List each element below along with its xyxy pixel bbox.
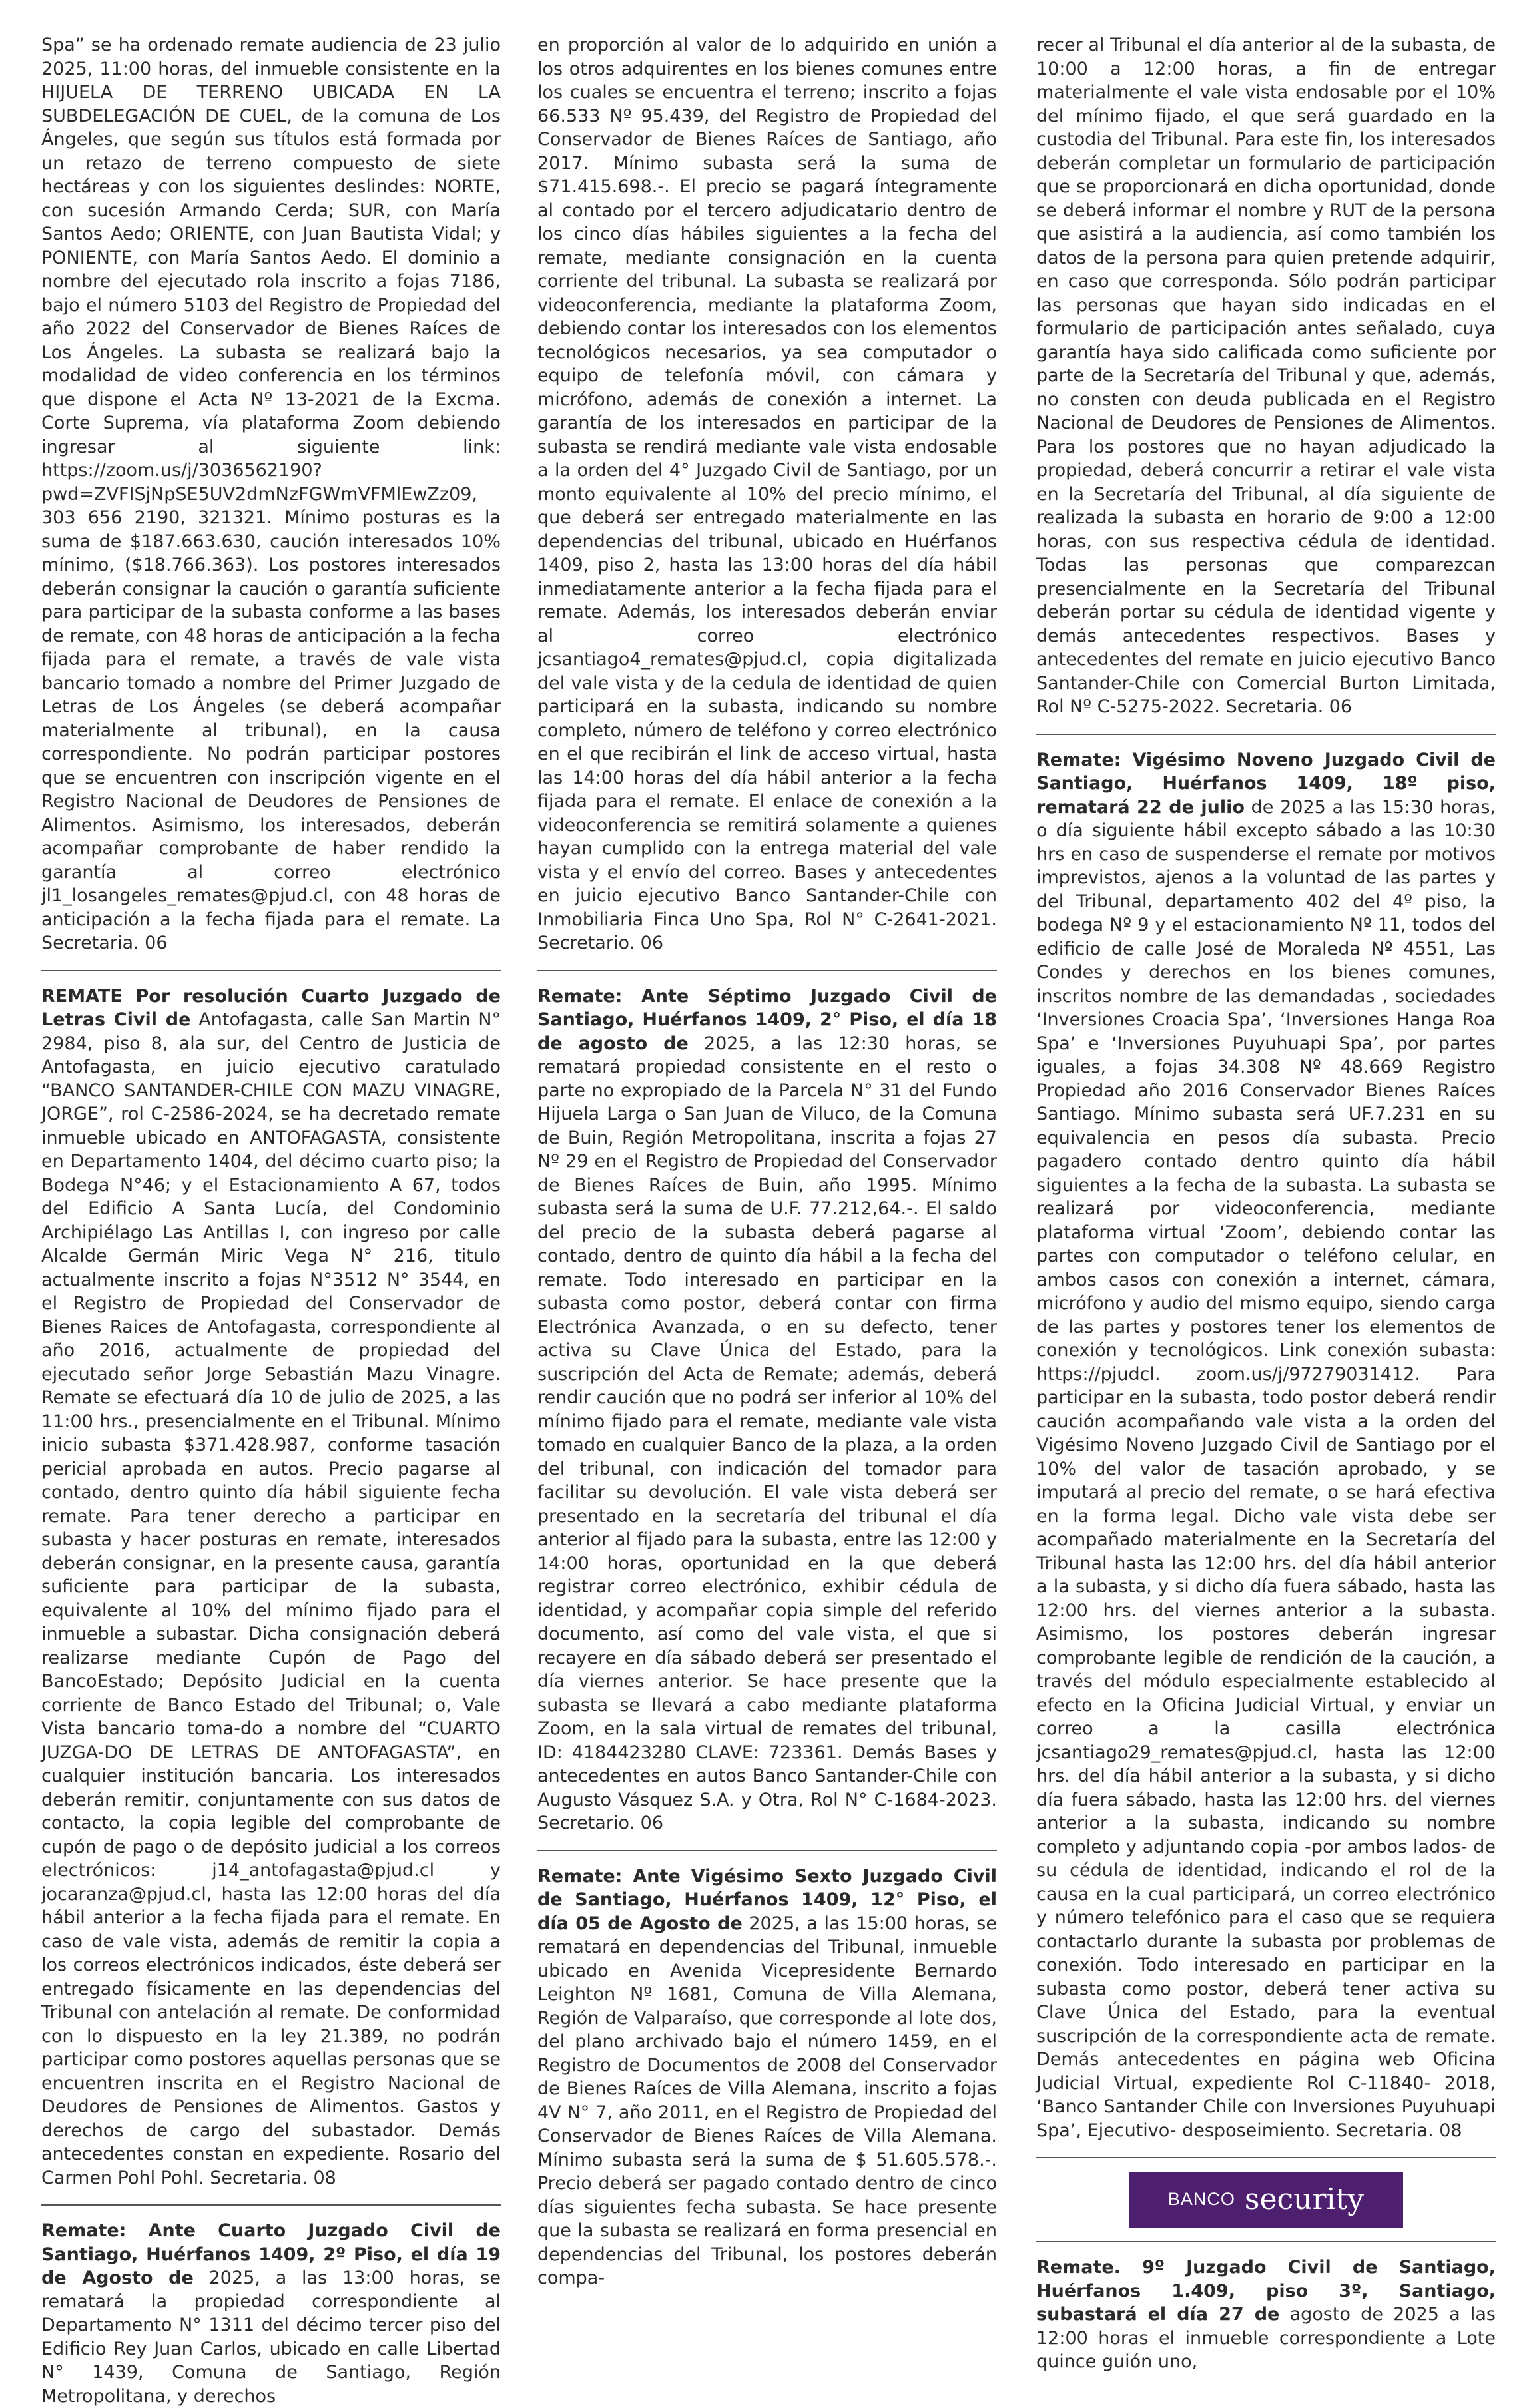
notice-body: 2025, a las 15:00 horas, se rematará en dependencias del Tribunal, inmueble ubicado en Avenida Vicepresidente Bernardo Leighton Nº 1681, Comuna de Villa Alemana, Región de Valparaíso, que corresponde al lote dos, del plano archivado bajo el número 1459, en el Registro de Documentos de 2008 del Conservador de Bienes Raíces de Villa Alemana, inscrito a fojas 4V N° 7, año 2011, en el Registro de Propiedad del Conservador de Bienes Raíces de Villa Alemana. Mínimo subasta será la suma de $ 51.605.578.-. Precio deberá ser pagado contado dentro de cinco días siguientes fecha subasta. Se hace presente que la subasta se realizará en forma presencial en dependencias del Tribunal, los postores deberán compa- bbox=[537, 1913, 997, 2288]
notice-remate-vigesimo-noveno bbox=[1036, 748, 1496, 2143]
newspaper-page bbox=[41, 33, 1496, 2407]
advertiser-logo-wrap bbox=[1036, 2172, 1496, 2228]
divider bbox=[41, 970, 501, 971]
column-1 bbox=[41, 33, 501, 2407]
notice-heading: Remate: Ante Séptimo Juzgado Civil de Santiago, Huérfanos 1409, 2° Piso, el día 18 de agosto de bbox=[537, 985, 997, 1054]
notice-remate-noveno-juzgado bbox=[1036, 2256, 1496, 2374]
divider bbox=[537, 970, 997, 971]
column-3 bbox=[1036, 33, 1496, 2372]
notice-remate-cuarto-juzgado bbox=[41, 2219, 501, 2408]
notice-remate-vigesimo-sexto bbox=[537, 1865, 997, 2290]
divider bbox=[537, 1850, 997, 1851]
notice-body: en proporción al valor de lo adquirido en unión a los otros adquirentes en los bienes comunes entre los cuales se encuentra el terreno; inscrito a fojas 66.533 Nº 95.439, del Registro de Propiedad del Conservador de Bienes Raíces de Santiago, año 2017. Mínimo subasta será la suma de $71.415.698.-. El precio se pagará íntegramente al contado por el tercero adjudicatario dentro de los cinco días hábiles siguientes a la fecha del remate, mediante consignación en la cuenta corriente del tribunal. La subasta se realizará por videoconferencia, mediante la plataforma Zoom, debiendo contar los interesados con los elementos tecnológicos necesarios, ya sea computador o equipo de telefonía móvil, con cámara y micrófono, además de conexión a internet. La garantía de los interesados en participar de la subasta se rendirá mediante vale vista endosable a la orden del 4° Juzgado Civil de Santiago, por un monto equivalente al 10% del precio mínimo, el que deberá ser entregado materialmente en las dependencias del tribunal, ubicado en Huérfanos 1409, piso 2, hasta las 13:00 horas del día hábil inmediatamente anterior a la fecha fijada para el remate. Además, los interesados deberán enviar al correo electrónico jcsantiago4_remates@pjud.cl, copia digitalizada del vale vista y de la cedula de identidad de quien participará en la subasta, indicando su nombre completo, número de teléfono y correo electrónico en el que recibirán el link de acceso virtual, hasta las 14:00 horas del día hábil anterior a la fecha fijada para el remate. El enlace de conexión a la videoconferencia se remitirá solamente a quienes hayan cumplido con la entrega material del vale vista y el envío del correo. Bases y antecedentes en juicio ejecutivo Banco Santander-Chile con Inmobiliaria Finca Uno Spa, Rol N° C-2641-2021. Secretario. 06 bbox=[537, 35, 997, 953]
divider bbox=[41, 2204, 501, 2206]
notice-body: 2025, a las 13:00 horas, se rematará la propiedad correspondiente al Departamento N° 1311 del décimo tercer piso del Edificio Rey Juan Carlos, ubicado en calle Libertad N° 1439, Comuna de Santiago, Región Metropolitana, y derechos bbox=[41, 2268, 501, 2407]
column-2 bbox=[537, 33, 997, 2288]
notice-remate-antofagasta bbox=[41, 985, 501, 2190]
notice-continued bbox=[1036, 33, 1496, 719]
notice-heading: Remate: Ante Cuarto Juzgado Civil de Santiago, Huérfanos 1409, 2º Piso, el día 19 de Agosto de bbox=[41, 2220, 501, 2288]
notice-heading: REMATE Por resolución Cuarto Juzgado de Letras Civil de bbox=[41, 985, 501, 1030]
notice-continued bbox=[41, 33, 501, 955]
divider bbox=[1036, 2241, 1496, 2242]
notice-heading: Remate: Ante Vigésimo Sexto Juzgado Civil de Santiago, Huérfanos 1409, 12° Piso, el día 05 de Agosto de bbox=[537, 1865, 997, 1934]
logo-brand-word: security bbox=[1244, 2182, 1365, 2217]
notice-remate-septimo-juzgado bbox=[537, 985, 997, 1835]
divider bbox=[1036, 734, 1496, 735]
banco-security-logo bbox=[1129, 2172, 1403, 2228]
notice-heading: Remate. 9º Juzgado Civil de Santiago, Huérfanos 1.409, piso 3º, Santiago, subastará el día 27 de bbox=[1036, 2257, 1496, 2325]
notice-body: Antofagasta, calle San Martin N° 2984, piso 8, ala sur, del Centro de Justicia de Antofagasta, en juicio ejecutivo caratulado “BANCO SANTANDER-CHILE CON MAZU VINAGRE, JORGE”, rol C-2586-2024, se ha decretado remate inmueble ubicado en ANTOFAGASTA, consistente en Departamento 1404, del décimo cuarto piso; la Bodega N°46; y el Estacionamiento A 67, todos del Edificio A Santa Lucía, del Condominio Archipiélago Las Antillas I, con ingreso por calle Alcalde Germán Miric Vega N° 216, titulo actualmente inscrito a fojas N°3512 N° 3544, en el Registro de Propiedad del Conservador de Bienes Raices de Antofagasta, correspondiente al año 2016, actualmente de propiedad del ejecutado señor Jorge Sebastián Mazu Vinagre. Remate se efectuará día 10 de julio de 2025, a las 11:00 hrs., presencialmente en el Tribunal. Mínimo inicio subasta $371.428.987, conforme tasación pericial aprobada en autos. Precio pagarse al contado, dentro quinto día hábil siguiente fecha remate. Para tener derecho a participar en subasta y hacer posturas en remate, interesados deberán consignar, en la presente causa, garantía suficiente para participar de la subasta, equivalente al 10% del mínimo fijado para el inmueble a subastar. Dicha consignación deberá realizarse mediante Cupón de Pago del BancoEstado; Depósito Judicial en la cuenta corriente de Banco Estado del Tribunal; o, Vale Vista bancario toma-do a nombre del “CUARTO JUZGA-DO DE LETRAS DE ANTOFAGASTA”, en cualquier institución bancaria. Los interesados deberán remitir, conjuntamente con sus datos de contacto, la copia legible del comprobante de cupón de pago o de depósito judicial a los correos electrónicos: j14_antofagasta@pjud.cl y jocaranza@pjud.cl, hasta las 12:00 horas del día hábil anterior a la fecha fijada para el remate. En caso de vale vista, además de remitir la copia a los correos electrónicos indicados, éste deberá ser entregado físicamente en las dependencias del Tribunal con antelación al remate. De conformidad con lo dispuesto en la ley 21.389, no podrán participar como postores aquellas personas que se encuentren inscrita en el Registro Nacional de Deudores de Pensiones de Alimentos. Gastos y derechos de cargo del subastador. Demás antecedentes constan en expediente. Rosario del Carmen Pohl Pohl. Secretaria. 08 bbox=[41, 1009, 501, 2188]
notice-continued bbox=[537, 33, 997, 955]
logo-bank-word: BANCO bbox=[1167, 2189, 1235, 2210]
notice-body: 2025, a las 12:30 horas, se rematará propiedad consistente en el resto o parte no expropiado de la Parcela N° 31 del Fundo Hijuela Larga o San Juan de Viluco, de la Comuna de Buin, Región Metropolitana, inscrita a fojas 27 Nº 29 en el Registro de Propiedad del Conservador de Bienes Raíces de Buin, año 1995. Mínimo subasta será la suma de U.F. 77.212,64.-. El saldo del precio de la subasta deberá pagarse al contado, dentro de quinto día hábil a la fecha del remate. Todo interesado en participar en la subasta como postor, deberá contar con firma Electrónica Avanzada, o en su defecto, tener activa su Clave Única del Estado, para la suscripción del Acta de Remate; además, deberá rendir caución que no podrá ser inferior al 10% del mínimo fijado para el remate, mediante vale vista tomado en cualquier Banco de la plaza, a la orden del tribunal, con indicación del tomador para facilitar su devolución. El vale vista deberá ser presentado en la secretaría del tribunal el día anterior al fijado para la subasta, entre las 12:00 y 14:00 horas, oportunidad en la que deberá registrar correo electrónico, exhibir cédula de identidad, y acompañar copia simple del referido documento, así como del vale vista, el que si recayere en día sábado deberá ser presentado el día viernes anterior. Se hace presente que la subasta se llevará a cabo mediante plataforma Zoom, en la sala virtual de remates del tribunal, ID: 4184423280 CLAVE: 723361. Demás Bases y antecedentes en autos Banco Santander-Chile con Augusto Vásquez S.A. y Otra, Rol N° C-1684-2023. Secretario. 06 bbox=[537, 1033, 997, 1833]
notice-body: agosto de 2025 a las 12:00 horas el inmueble correspondiente a Lote quince guión uno, bbox=[1036, 2304, 1496, 2372]
notice-body: de 2025 a las 15:30 horas, o día siguiente hábil excepto sábado a las 10:30 hrs en caso de suspenderse el remate por motivos imprevistos, ajenos a la voluntad de las partes y del Tribunal, departamento 402 del 4º piso, la bodega Nº 9 y el estacionamiento Nº 11, todos del edificio de calle José de Moraleda Nº 4551, Las Condes y derechos en los bienes comunes, inscritos nombre de las demandadas , sociedades ‘Inversiones Croacia Spa’, ‘Inversiones Hanga Roa Spa’ e ‘Inversiones Puyuhuapi Spa’, por partes iguales, a fojas 34.308 Nº 48.669 Registro Propiedad año 2016 Conservador Bienes Raíces Santiago. Mínimo subasta será UF.7.231 en su equivalencia en pesos día subasta. Precio pagadero contado dentro quinto día hábil siguientes a la fecha de la subasta. La subasta se realizará por videoconferencia, mediante plataforma virtual ‘Zoom’, debiendo contar las partes con computador o teléfono celular, en ambos casos con conexión a internet, cámara, micrófono y audio del mismo equipo, siendo carga de las partes y postores tener los elementos de conexión y tecnológicos. Link conexión subasta: https://pjudcl. zoom.us/j/97279031412. Para participar en la subasta, todo postor deberá rendir caución acompañando vale vista a la orden del Vigésimo Noveno Juzgado Civil de Santiago por el 10% del valor de tasación aprobado, y se imputará al precio del remate, o se hará efectiva en la forma legal. Dicho vale vista debe ser acompañado materialmente en la Secretaría del Tribunal hasta las 12:00 hrs. del día hábil anterior a la subasta, y si dicho día fuera sábado, hasta las 12:00 hrs. del viernes anterior a la subasta. Asimismo, los postores deberán ingresar comprobante legible de rendición de la caución, a través del módulo especialmente establecido al efecto en la Oficina Judicial Virtual, y enviar un correo a la casilla electrónica jcsantiago29_remates@pjud.cl, hasta las 12:00 hrs. del día hábil anterior a la subasta, y si dicho día fuera sábado, hasta las 12:00 hrs. del viernes anterior a la subasta, indicando su nombre completo y adjuntando copia -por ambos lados- de su cédula de identidad, indicando el rol de la causa en la cual participará, un correo electrónico y número telefónico para el caso que se requiera contactarlo durante la subasta por problemas de conexión. Todo interesado en participar en la subasta como postor, deberá tener activa su Clave Única del Estado, para la eventual suscripción de la correspondiente acta de remate. Demás antecedentes en página web Oficina Judicial Virtual, expediente Rol C-11840- 2018, ‘Banco Santander Chile con Inversiones Puyuhuapi Spa’, Ejecutivo- desposeimiento. Secretaria. 08 bbox=[1036, 796, 1496, 2141]
notice-body: recer al Tribunal el día anterior al de la subasta, de 10:00 a 12:00 horas, a fin de entregar materialmente el vale vista endosable por el 10% del mínimo fijado, el que será guardado en la custodia del Tribunal. Para este fin, los interesados deberán completar un formulario de participación que se proporcionará en dicha oportunidad, donde se deberá informar el nombre y RUT de la persona que asistirá a la audiencia, así como también los datos de la persona para quien pretende adquirir, en caso que corresponda. Sólo podrán participar las personas que hayan sido indicadas en el formulario de participación antes señalado, cuya garantía haya sido calificada como suficiente por parte de la Secretaría del Tribunal y que, además, no consten con deuda publicada en el Registro Nacional de Deudores de Pensiones de Alimentos. Para los postores que no hayan adjudicado la propiedad, deberá concurrir a retirar el vale vista en la Secretaría del Tribunal, al día siguiente de realizada la subasta en horario de 9:00 a 12:00 horas, con sus respectiva cédula de identidad. Todas las personas que comparezcan presencialmente en la Secretaría del Tribunal deberán portar su cédula de identidad vigente y demás antecedentes respectivos. Bases y antecedentes del remate en juicio ejecutivo Banco Santander-Chile con Comercial Burton Limitada, Rol Nº C-5275-2022. Secretaria. 06 bbox=[1036, 35, 1496, 717]
notice-heading: Remate: Vigésimo Noveno Juzgado Civil de Santiago, Huérfanos 1409, 18º piso, rematará 22 de julio bbox=[1036, 749, 1496, 818]
notice-body: Spa” se ha ordenado remate audiencia de 23 julio 2025, 11:00 horas, del inmueble consistente en la HIJUELA DE TERRENO UBICADA EN LA SUBDELEGACIÓN DE CUEL, de la comuna de Los Ángeles, que según sus títulos está formada por un retazo de terreno compuesto de siete hectáreas y con los siguientes deslindes: NORTE, con sucesión Armando Cerda; SUR, con María Santos Aedo; ORIENTE, con Juan Bautista Vidal; y PONIENTE, con María Santos Aedo. El dominio a nombre del ejecutado rola inscrito a fojas 7186, bajo el número 5103 del Registro de Propiedad del año 2022 del Conservador de Bienes Raíces de Los Ángeles. La subasta se realizará bajo la modalidad de video conferencia en los términos que dispone el Acta Nº 13-2021 de la Excma. Corte Suprema, vía plataforma Zoom debiendo ingresar al siguiente link: https://zoom.us/j/3036562190?pwd=ZVFISjNpSE5UV2dmNzFGWmVFMlEwZz09, 303 656 2190, 321321. Mínimo posturas es la suma de $187.663.630, caución interesados 10% mínimo, ($18.766.363). Los postores interesados deberán consignar la caución o garantía suficiente para participar de la subasta conforme a las bases de remate, con 48 horas de anticipación a la fecha fijada para el remate, a través de vale vista bancario tomado a nombre del Primer Juzgado de Letras de Los Ángeles (se deberá acompañar materialmente al tribunal), en la causa correspondiente. No podrán participar postores que se encuentren con inscripción vigente en el Registro Nacional de Deudores de Pensiones de Alimentos. Asimismo, los interesados, deberán acompañar comprobante de haber rendido la garantía al correo electrónico jl1_losangeles_remates@pjud.cl, con 48 horas de anticipación a la fecha fijada para el remate. La Secretaria. 06 bbox=[41, 35, 501, 953]
divider bbox=[1036, 2157, 1496, 2158]
